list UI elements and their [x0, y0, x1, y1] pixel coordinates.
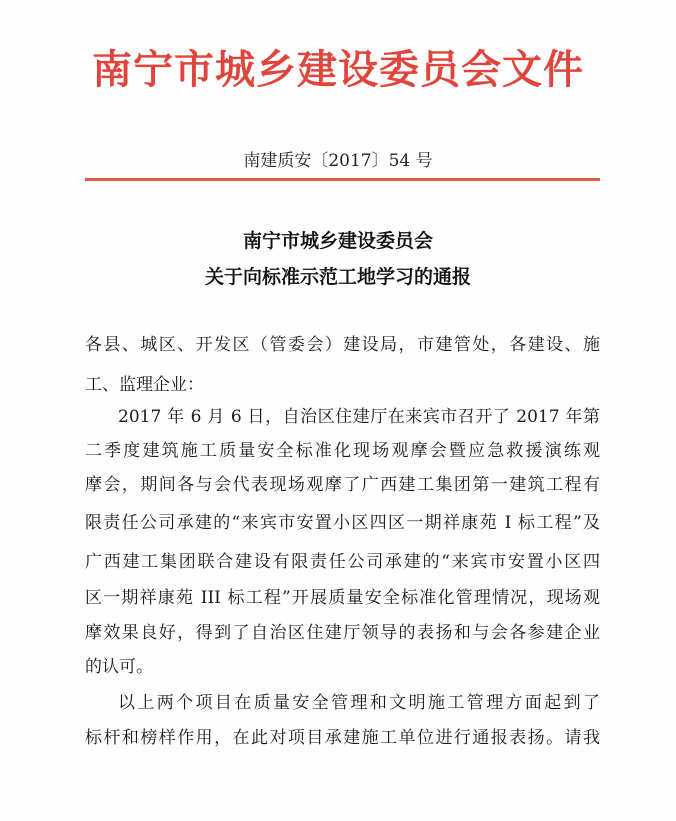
- notice-title-line-2: 关于向标准示范工地学习的通报: [204, 266, 471, 288]
- body-line: 的认可。: [85, 657, 153, 677]
- body-line: 限责任公司承建的“来宾市安置小区四区一期祥康苑 I 标工程”及: [85, 513, 600, 533]
- body-line: 2017 年 6 月 6 日，自治区住建厅在来宾市召开了 2017 年第: [118, 407, 600, 427]
- header-divider: [85, 178, 600, 181]
- body-line: 摩会，期间各与会代表现场观摩了广西建工集团第一建筑工程有: [85, 475, 600, 495]
- body-line: 工、监理企业：: [85, 375, 204, 395]
- body-line: 摩效果良好，得到了自治区住建厅领导的表扬和与会各参建企业: [85, 623, 600, 643]
- body-line: 各县、城区、开发区（管委会）建设局，市建管处，各建设、施: [85, 335, 600, 355]
- body-line: 以上两个项目在质量安全管理和文明施工管理方面起到了: [118, 693, 600, 713]
- body-line: 区一期祥康苑 III 标工程”开展质量安全标准化管理情况，现场观: [85, 588, 600, 608]
- body-line: 标杆和榜样作用，在此对项目承建施工单位进行通报表扬。请我: [85, 728, 600, 748]
- body-line: 二季度建筑施工质量安全标准化现场观摩会暨应急救援演练观: [85, 441, 600, 461]
- notice-title-line-1: 南宁市城乡建设委员会: [242, 230, 433, 252]
- body-line: 广西建工集团联合建设有限责任公司承建的“来宾市安置小区四: [85, 552, 600, 572]
- document-number: 南建质安〔2017〕54 号: [243, 151, 433, 171]
- document-header-title: 南宁市城乡建设委员会文件: [92, 47, 584, 93]
